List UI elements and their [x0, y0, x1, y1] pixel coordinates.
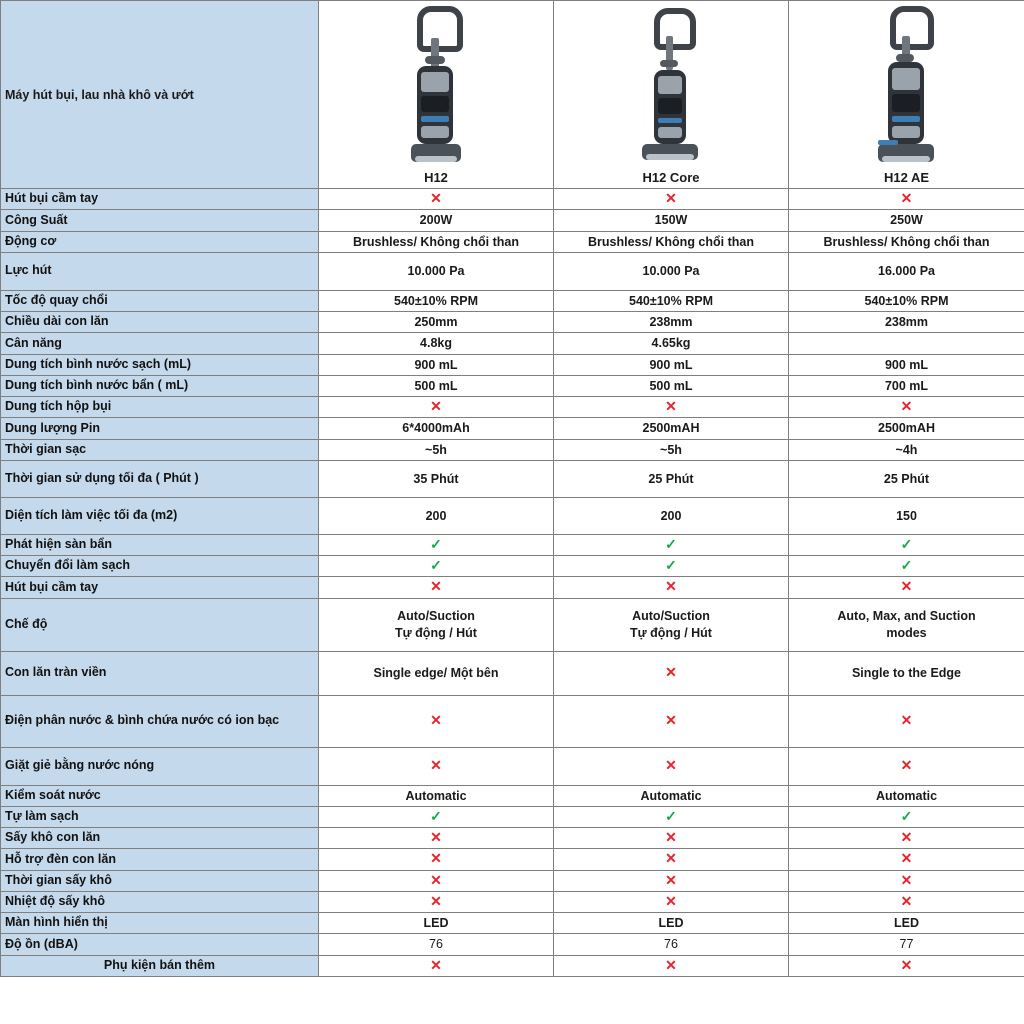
- row-value: [789, 189, 1024, 210]
- row-label: Thời gian sấy khô: [1, 870, 319, 891]
- row-value: [789, 870, 1024, 891]
- table-row: [1, 189, 1024, 210]
- row-value: 250mm: [319, 312, 554, 333]
- row-label: Giặt giẻ bằng nước nóng: [1, 747, 319, 785]
- row-value: [319, 828, 554, 849]
- row-label: Cân năng: [1, 333, 319, 354]
- row-value: ~5h: [319, 439, 554, 460]
- row-value: [554, 651, 789, 695]
- cross-icon: ✕: [900, 578, 913, 595]
- row-value: [789, 556, 1024, 577]
- row-value: 500 mL: [319, 375, 554, 396]
- product-column-1: [319, 1, 554, 189]
- row-label: Hút bụi cầm tay: [1, 577, 319, 598]
- row-value: 25 Phút: [789, 460, 1024, 497]
- table-row: [1, 252, 1024, 290]
- row-value: [789, 333, 1024, 354]
- row-value: LED: [319, 913, 554, 934]
- table-row: [1, 556, 1024, 577]
- row-value: [319, 955, 554, 976]
- row-value: 10.000 Pa: [554, 252, 789, 290]
- row-label: Phụ kiện bán thêm: [1, 955, 319, 976]
- row-value: [554, 695, 789, 747]
- row-value: 150W: [554, 210, 789, 231]
- row-value: [554, 849, 789, 870]
- table-row: [1, 577, 1024, 598]
- table-row: [1, 849, 1024, 870]
- cross-icon: ✕: [665, 829, 677, 845]
- cross-icon: ✕: [430, 850, 442, 867]
- row-value: [319, 556, 554, 577]
- row-value: 150: [789, 497, 1024, 534]
- row-label: Con lăn tràn viền: [1, 651, 319, 695]
- row-value: 900 mL: [789, 354, 1024, 375]
- check-icon: ✓: [665, 557, 677, 573]
- table-row: [1, 397, 1024, 418]
- row-label: Động cơ: [1, 231, 319, 252]
- table-body: [1, 1, 1024, 977]
- row-label: Dung tích bình nước bẩn ( mL): [1, 375, 319, 396]
- table-header-row: [1, 1, 1024, 189]
- row-value: Automatic: [789, 785, 1024, 806]
- row-label: Chuyển đổi làm sạch: [1, 556, 319, 577]
- cross-icon: ✕: [430, 711, 442, 728]
- row-label: Sấy khô con lăn: [1, 828, 319, 849]
- row-value: [554, 577, 789, 598]
- row-value: 4.65kg: [554, 333, 789, 354]
- row-value: [789, 955, 1024, 976]
- row-value: 700 mL: [789, 375, 1024, 396]
- row-value: [554, 397, 789, 418]
- table-row: [1, 934, 1024, 955]
- row-value: LED: [554, 913, 789, 934]
- row-value: 200: [554, 497, 789, 534]
- row-value: [554, 870, 789, 891]
- row-value: 77: [789, 934, 1024, 955]
- row-value: Automatic: [319, 785, 554, 806]
- table-row: [1, 955, 1024, 976]
- row-value: Brushless/ Không chổi than: [789, 231, 1024, 252]
- row-value: ~5h: [554, 439, 789, 460]
- row-value: 900 mL: [554, 354, 789, 375]
- row-value: [319, 891, 554, 912]
- row-label: Chế độ: [1, 598, 319, 651]
- table-row: [1, 290, 1024, 311]
- row-value: 16.000 Pa: [789, 252, 1024, 290]
- cross-icon: ✕: [665, 663, 677, 680]
- row-label: Phát hiện sàn bẩn: [1, 534, 319, 555]
- product-name: H12 Core: [642, 169, 700, 185]
- cross-icon: ✕: [665, 398, 677, 414]
- row-value: [789, 534, 1024, 555]
- table-row: [1, 460, 1024, 497]
- row-value: 35 Phút: [319, 460, 554, 497]
- table-row: [1, 534, 1024, 555]
- check-icon: ✓: [430, 807, 442, 824]
- row-value: [554, 891, 789, 912]
- table-row: [1, 375, 1024, 396]
- row-value: [789, 806, 1024, 827]
- table-row: [1, 312, 1024, 333]
- check-icon: ✓: [900, 535, 913, 552]
- cross-icon: ✕: [665, 956, 677, 973]
- page-title: Máy hút bụi, lau nhà khô và ướt: [1, 1, 319, 189]
- row-value: [789, 747, 1024, 785]
- row-label: Lực hút: [1, 252, 319, 290]
- row-value: [319, 747, 554, 785]
- row-label: Dung tích bình nước sạch (mL): [1, 354, 319, 375]
- cross-icon: ✕: [900, 398, 913, 414]
- row-value: [789, 891, 1024, 912]
- row-value: 238mm: [554, 312, 789, 333]
- row-value: 2500mAH: [789, 418, 1024, 439]
- table-row: [1, 210, 1024, 231]
- check-icon: ✓: [900, 807, 913, 824]
- row-label: Độ ồn (dBA): [1, 934, 319, 955]
- cross-icon: ✕: [900, 956, 913, 973]
- row-value: [319, 695, 554, 747]
- row-value: [319, 189, 554, 210]
- table-row: [1, 651, 1024, 695]
- row-value: Brushless/ Không chổi than: [554, 231, 789, 252]
- cross-icon: ✕: [900, 829, 913, 845]
- table-row: [1, 231, 1024, 252]
- table-row: [1, 598, 1024, 651]
- row-label: Thời gian sạc: [1, 439, 319, 460]
- row-value: 540±10% RPM: [789, 290, 1024, 311]
- cross-icon: ✕: [430, 956, 442, 973]
- row-label: Nhiệt độ sấy khô: [1, 891, 319, 912]
- cross-icon: ✕: [900, 871, 913, 888]
- row-label: Công Suất: [1, 210, 319, 231]
- row-value: 4.8kg: [319, 333, 554, 354]
- cross-icon: ✕: [430, 892, 442, 909]
- table-row: [1, 891, 1024, 912]
- row-value: Automatic: [554, 785, 789, 806]
- row-value: Auto, Max, and Suction modes: [789, 598, 1024, 651]
- row-label: Hút bụi cầm tay: [1, 189, 319, 210]
- row-value: 540±10% RPM: [554, 290, 789, 311]
- row-value: 76: [554, 934, 789, 955]
- cross-icon: ✕: [430, 190, 442, 206]
- product-column-3: [789, 1, 1024, 189]
- row-value: 2500mAH: [554, 418, 789, 439]
- cross-icon: ✕: [900, 756, 913, 773]
- cross-icon: ✕: [900, 850, 913, 867]
- row-label: Tự làm sạch: [1, 806, 319, 827]
- wet-dry-vacuum-icon: [377, 4, 495, 166]
- table-row: [1, 333, 1024, 354]
- table-row: [1, 439, 1024, 460]
- row-value: Auto/Suction Tự động / Hút: [554, 598, 789, 651]
- row-value: [789, 828, 1024, 849]
- row-value: Auto/Suction Tự động / Hút: [319, 598, 554, 651]
- product-name: H12 AE: [883, 169, 930, 185]
- row-value: [319, 870, 554, 891]
- cross-icon: ✕: [430, 829, 442, 845]
- row-value: [554, 828, 789, 849]
- row-label: Hỗ trợ đèn con lăn: [1, 849, 319, 870]
- table-row: [1, 806, 1024, 827]
- row-value: [554, 556, 789, 577]
- row-value: 900 mL: [319, 354, 554, 375]
- cross-icon: ✕: [430, 756, 442, 773]
- row-value: 10.000 Pa: [319, 252, 554, 290]
- row-value: 540±10% RPM: [319, 290, 554, 311]
- cross-icon: ✕: [665, 578, 677, 595]
- row-value: ~4h: [789, 439, 1024, 460]
- row-value: 76: [319, 934, 554, 955]
- table-row: [1, 785, 1024, 806]
- table-row: [1, 418, 1024, 439]
- row-value: [319, 397, 554, 418]
- cross-icon: ✕: [665, 871, 677, 888]
- check-icon: ✓: [665, 535, 677, 552]
- row-label: Dung lượng Pin: [1, 418, 319, 439]
- check-icon: ✓: [900, 557, 913, 573]
- row-label: Dung tích hộp bụi: [1, 397, 319, 418]
- check-icon: ✓: [665, 807, 677, 824]
- row-value: 200W: [319, 210, 554, 231]
- table-row: [1, 747, 1024, 785]
- cross-icon: ✕: [665, 711, 677, 728]
- cross-icon: ✕: [900, 892, 913, 909]
- row-value: [554, 806, 789, 827]
- row-value: 6*4000mAh: [319, 418, 554, 439]
- row-value: LED: [789, 913, 1024, 934]
- row-label: Kiểm soát nước: [1, 785, 319, 806]
- table-row: [1, 354, 1024, 375]
- row-label: Diện tích làm việc tối đa (m2): [1, 497, 319, 534]
- cross-icon: ✕: [665, 756, 677, 773]
- row-value: [789, 397, 1024, 418]
- row-value: [319, 577, 554, 598]
- row-value: 200: [319, 497, 554, 534]
- row-value: Brushless/ Không chổi than: [319, 231, 554, 252]
- row-label: Tốc độ quay chổi: [1, 290, 319, 311]
- row-value: Single to the Edge: [789, 651, 1024, 695]
- cross-icon: ✕: [665, 892, 677, 909]
- cross-icon: ✕: [900, 711, 913, 728]
- row-value: [554, 955, 789, 976]
- cross-icon: ✕: [430, 398, 442, 414]
- row-value: Single edge/ Một bên: [319, 651, 554, 695]
- table-row: [1, 870, 1024, 891]
- row-value: [319, 849, 554, 870]
- row-value: [789, 695, 1024, 747]
- product-name: H12: [424, 169, 448, 185]
- row-value: [789, 577, 1024, 598]
- cross-icon: ✕: [430, 871, 442, 888]
- row-value: [789, 849, 1024, 870]
- check-icon: ✓: [430, 535, 442, 552]
- row-value: 238mm: [789, 312, 1024, 333]
- wet-dry-vacuum-icon: [848, 4, 966, 166]
- cross-icon: ✕: [665, 190, 677, 206]
- product-column-2: [554, 1, 789, 189]
- row-label: Chiều dài con lăn: [1, 312, 319, 333]
- row-value: 250W: [789, 210, 1024, 231]
- wet-dry-vacuum-icon: [612, 4, 730, 166]
- check-icon: ✓: [430, 557, 442, 573]
- row-value: [554, 747, 789, 785]
- row-label: Điện phân nước & bình chứa nước có ion bạc: [1, 695, 319, 747]
- row-label: Thời gian sử dụng tối đa ( Phút ): [1, 460, 319, 497]
- cross-icon: ✕: [665, 850, 677, 867]
- row-value: [554, 534, 789, 555]
- table-row: [1, 497, 1024, 534]
- row-value: [319, 534, 554, 555]
- row-value: [554, 189, 789, 210]
- row-value: 25 Phút: [554, 460, 789, 497]
- cross-icon: ✕: [900, 190, 913, 206]
- row-value: [319, 806, 554, 827]
- table-row: [1, 828, 1024, 849]
- row-value: 500 mL: [554, 375, 789, 396]
- row-label: Màn hình hiển thị: [1, 913, 319, 934]
- table-row: [1, 913, 1024, 934]
- cross-icon: ✕: [430, 578, 442, 595]
- table-row: [1, 695, 1024, 747]
